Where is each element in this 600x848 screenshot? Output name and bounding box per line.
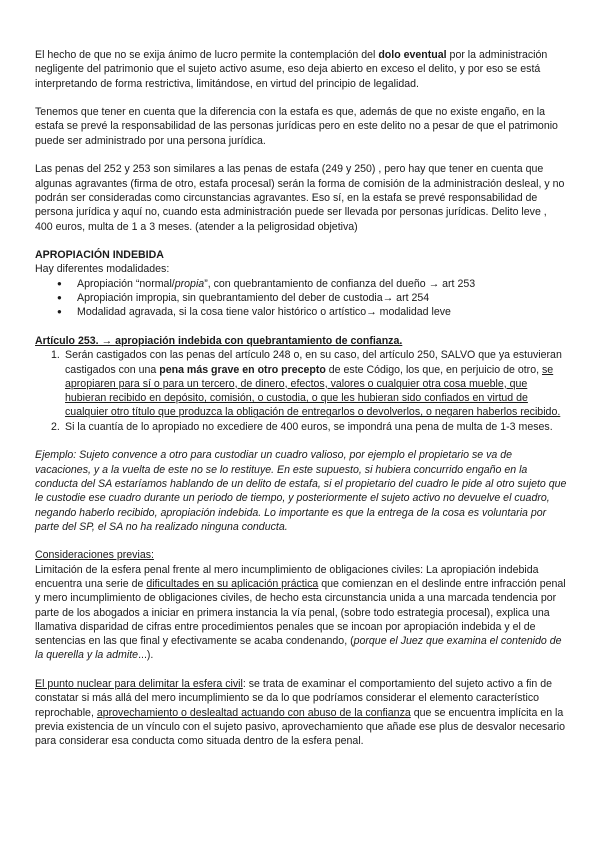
article-items [35,348,567,434]
list-item: 1. Serán castigados con las penas del artículo 248 o, en su caso, del artículo 250, SALVO que ya estuvieran castigados con una pena más grave en otro precepto de este Código, los que, en perjuicio de otro, se apropiaren para sí o para un tercero, de dinero, efectos, valores o cualquier otra cosa mueble, que hubieran recibido en depósito, comisión, o custodia, o que les hubieran sido confiados en virtud de cualquier otro título que produzca la obligación de entregarlos o devolverlos, o negaren haberlos recibido. [51,349,562,419]
considerations-paragraph: Limitación de la esfera penal frente al mero incumplimiento de obligaciones civiles: La apropiación indebida encuentra una serie de dificultades en su aplicación práctica que comienzan en el deslinde entre infracción penal y mero incumplimiento de obligaciones civiles, de hecho esta circunstancia unida a una marcada tendencia por parte de los abogados a iniciar en primera instancia la vía penal, (sobre todo estrategia procesal), explica una llamativa disparidad de cifras entre procedimientos penales que se incoan por apropiación indebida y el de sentencias en las que final y efectivamente se acaba condenando, (porque el Juez que examina el contenido de la querella y la admite...). [35,563,566,662]
paragraph-dolo-eventual: El hecho de que no se exija ánimo de lucro permite la contemplación del dolo eventual por la administración negligente del patrimonio que el sujeto activo asume, eso deja abierto en exceso el delito, y por eso se está interpretando de forma restrictiva, limitándose, en virtud del principio de legalidad. [35,49,548,90]
paragraph-penas: Las penas del 252 y 253 son similares a las penas de estafa (249 y 250) , pero hay que tener en cuenta que algunas agravantes (firma de otro, estafa procesal) serán la forma de comisión de la administración desleal, y no podrán ser consideradas como circunstancias agravantes. Eso sí, en la estafa se prevé responsabilidad de persona jurídica y aquí no, cuando esta administración puede ser llevada por personas jurídicas. Delito leve , 400 euros, multa de 1 a 3 meses. (atender a la peligrosidad objetiva) [35,163,565,233]
nuclear-point-paragraph: El punto nuclear para delimitar la esfera civil: se trata de examinar el comportamiento del sujeto activo a fin de constatar si más allá del mero incumplimiento se da lo que podríamos considerar el elemento característico reprochable, aprovechamiento o deslealtad actuando con abuso de la confianza que se encuentra implícita en la previa existencia de un vínculo con el sujeto pasivo, aprovechamiento que añade ese plus de desvalor necesario para considerar esa conducta como situada dentro de la esfera penal. [35,678,566,748]
paragraph-diferencia-estafa: Tenemos que tener en cuenta que la diferencia con la estafa es que, además de que no existe engaño, en la estafa se prevé la responsabilidad de las personas jurídicas pero en este delito no a pesar de que el patrimonio puede ser administrado por una persona jurídica. [35,106,558,147]
modalities-list [35,277,567,320]
list-item: ● Modalidad agravada, si la cosa tiene valor histórico o artístico→ modalidad leve [35,305,567,319]
document-page [35,48,567,749]
example-paragraph: Ejemplo: Sujeto convence a otro para custodiar un cuadro valioso, por ejemplo el propietario se va de vacaciones, y a la vuelta de este no se lo restituye. En este supuesto, si hubiera concurrido engaño en la conducta del SA estaríamos hablando de un delito de estafa, si el propietario del cuadro le pide al otro sujeto que le custodie ese cuadro durante un periodo de tiempo, y posteriormente el sujeto activo no devuelve el cuadro, negando haberlo recibido, apropiación indebida. Lo importante es que la entrega de la cosa es voluntaria por parte del SP, el SA no ha realizado ninguna conducta. [35,449,567,533]
section-intro: Hay diferentes modalidades: [35,263,170,276]
list-item: 2. Si la cuantía de lo apropiado no excediere de 400 euros, se impondrá una pena de multa de 1-3 meses. [51,420,553,433]
article-253-heading: Artículo 253. → apropiación indebida con quebrantamiento de confianza. [35,334,403,347]
section-heading: APROPIACIÓN INDEBIDA [35,249,164,262]
list-item: ● Apropiación “normal/propia”, con quebrantamiento de confianza del dueño → art 253 [35,277,567,291]
bold-dolo-eventual: dolo eventual [378,49,447,61]
list-item: ● Apropiación impropia, sin quebrantamiento del deber de custodia→ art 254 [35,291,567,305]
considerations-heading: Consideraciones previas: [35,549,154,562]
